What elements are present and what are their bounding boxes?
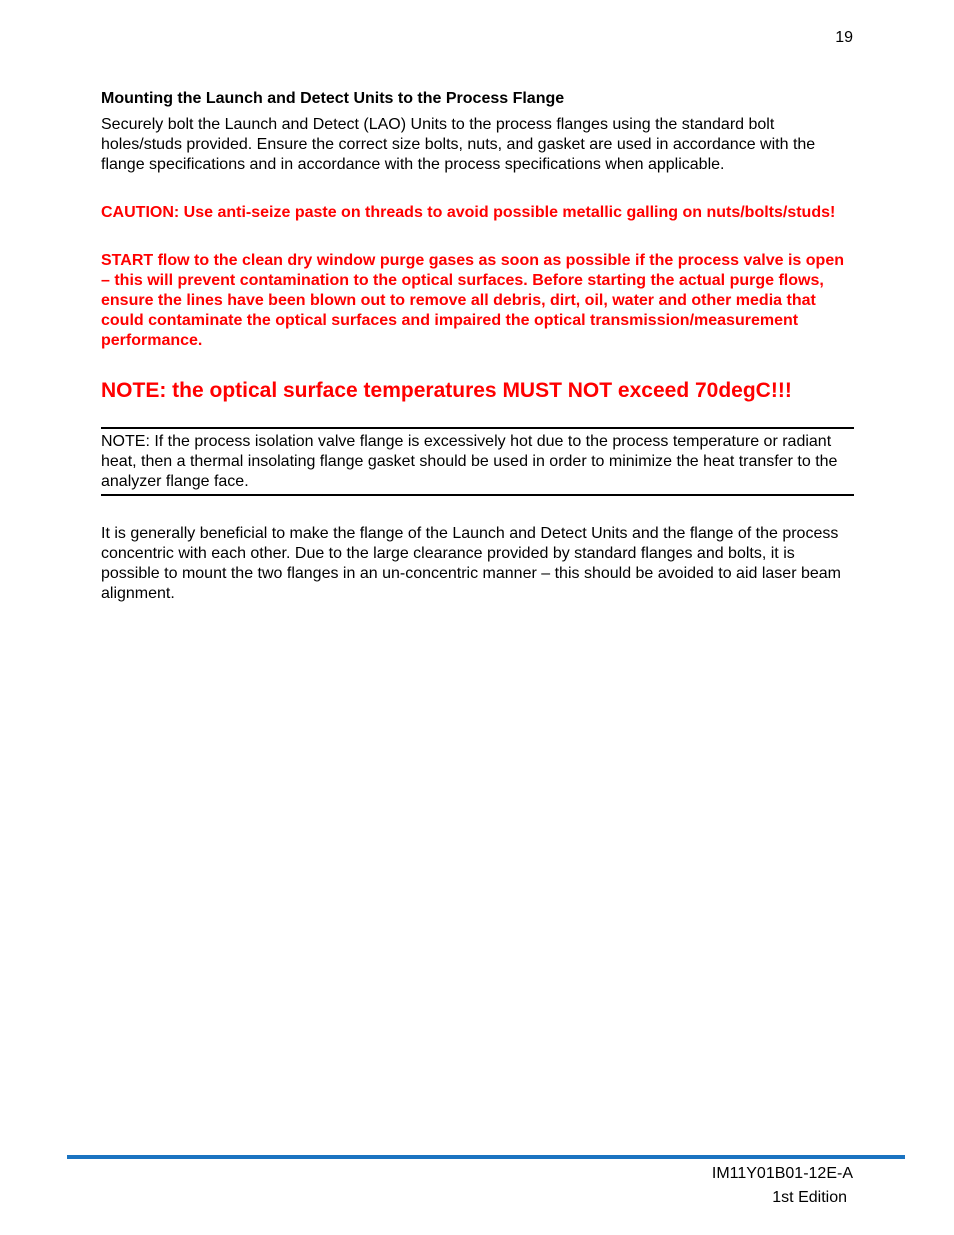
caution-warning: CAUTION: Use anti-seize paste on threads to avoid possible metallic galling on nuts/bolts/studs! [101, 204, 836, 221]
boxed-note-text: NOTE: If the process isolation valve flange is excessively hot due to the process temperature or radiant heat, then a thermal insolating flange gasket should be used in order to minimize the heat transfer to the analyzer flange face. [101, 433, 838, 490]
intro-paragraph: Securely bolt the Launch and Detect (LAO) Units to the process flanges using the standard bolt holes/studs provided. Ensure the correct size bolts, nuts, and gasket are used in accordance with the flange specifications and in accordance with the process specifications when applicable. [101, 116, 816, 173]
footer-document-id: IM11Y01B01-12E-A [711, 1165, 853, 1182]
temperature-note: NOTE: the optical surface temperatures MUST NOT exceed 70degC!!! [101, 379, 792, 402]
footer-edition: 1st Edition [772, 1189, 847, 1206]
main-content [101, 89, 854, 604]
page-number: 19 [835, 29, 853, 46]
footer-rule [67, 1155, 905, 1159]
closing-paragraph: It is generally beneficial to make the flange of the Launch and Detect Units and the flange of the process concentric with each other. Due to the large clearance provided by standard flanges and bolts, it is possible to mount the two flanges in an un-concentric manner – this should be avoided to aid laser beam alignment. [101, 525, 841, 602]
section-heading: Mounting the Launch and Detect Units to the Process Flange [101, 90, 565, 107]
boxed-note [101, 427, 854, 496]
start-flow-warning: START flow to the clean dry window purge gases as soon as possible if the process valve is open – this will prevent contamination to the optical surfaces. Before starting the actual purge flows, ensure the lines have been blown out to remove all debris, dirt, oil, water and other media that could contaminate the optical surfaces and impaired the optical transmission/measurement performance. [101, 252, 844, 349]
